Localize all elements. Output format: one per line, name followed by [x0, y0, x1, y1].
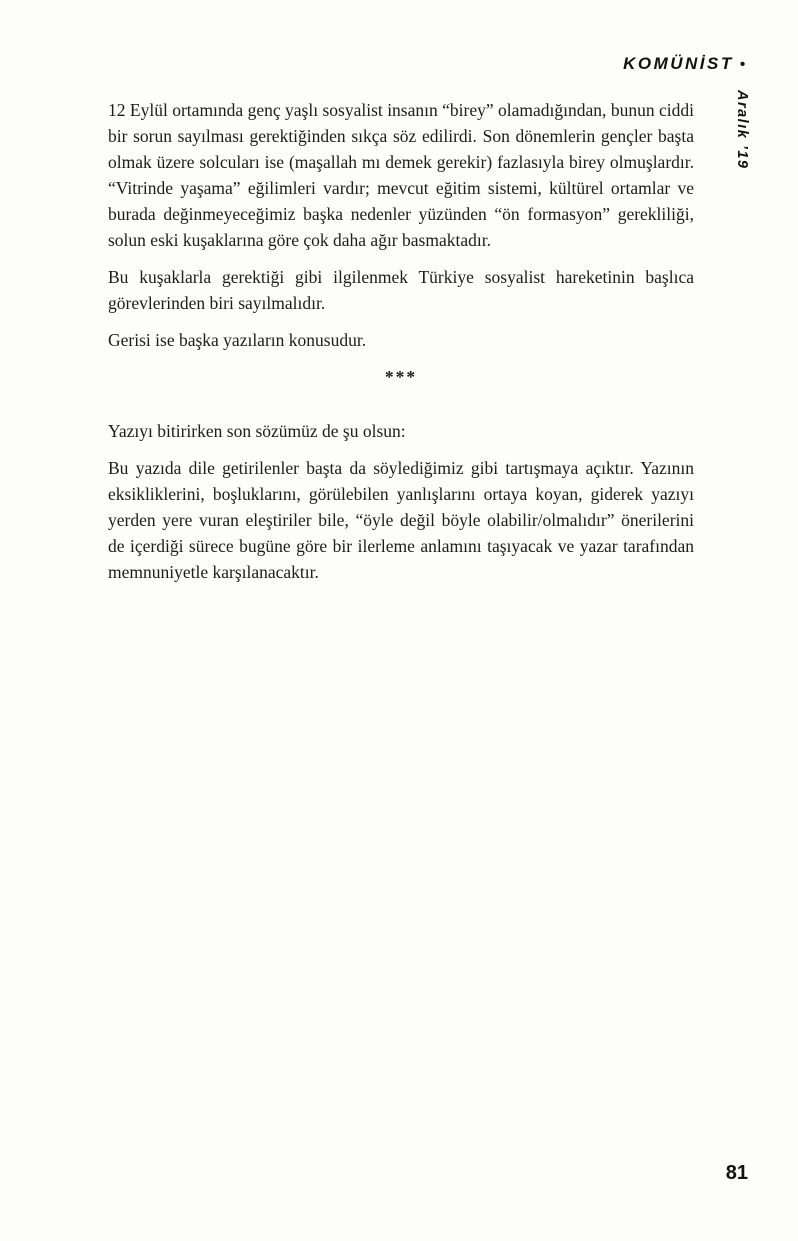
page-number: 81 — [725, 1162, 748, 1184]
paragraph: Bu yazıda dile getirilenler başta da söylediğimiz gibi tartışmaya açıktır. Yazının eksikliklerini, boşluklarını, görülebilen yanlışlarını ortaya koyan, giderek yazıyı yerden yere vuran eleştiriler bile, “öyle değil böyle olabilir/olmalıdır” önerilerini de içerdiği sürece bugüne göre bir ilerleme anlamını taşıyacak ve yazar tarafından memnuniyetle karşılanacaktır. — [108, 458, 694, 582]
paragraph: Yazıyı bitirirken son sözümüz de şu olsun: — [108, 421, 406, 441]
journal-title: KOMÜNİST — [623, 54, 734, 73]
paragraph: Gerisi ise başka yazıların konusudur. — [108, 330, 367, 350]
page-header — [623, 54, 745, 74]
article-body — [108, 97, 694, 596]
header-bullet-icon: • — [739, 56, 745, 73]
section-separator: *** — [384, 367, 418, 387]
paragraph: 12 Eylül ortamında genç yaşlı sosyalist insanın “birey” olamadığından, bunun ciddi bir sorun sayılması gerektiğinden sıkça söz edilirdi. Son dönemlerin gençler başta olmak üzere solcuları ise (maşallah mı demek gerekir) fazlasıyla birey olmuşlardır. “Vitrinde yaşama” eğilimleri vardır; mevcut eğitim sistemi, kültürel ortamlar ve burada değinmeyeceğimiz başka nedenler yüzünden “ön formasyon” gerekliliği, solun eski kuşaklarına göre çok daha ağır basmaktadır. — [108, 100, 694, 250]
issue-date: Aralık ’19 — [734, 90, 750, 170]
paragraph: Bu kuşaklarla gerektiği gibi ilgilenmek Türkiye sosyalist hareketinin başlıca görevlerinden biri sayılmalıdır. — [108, 267, 694, 313]
